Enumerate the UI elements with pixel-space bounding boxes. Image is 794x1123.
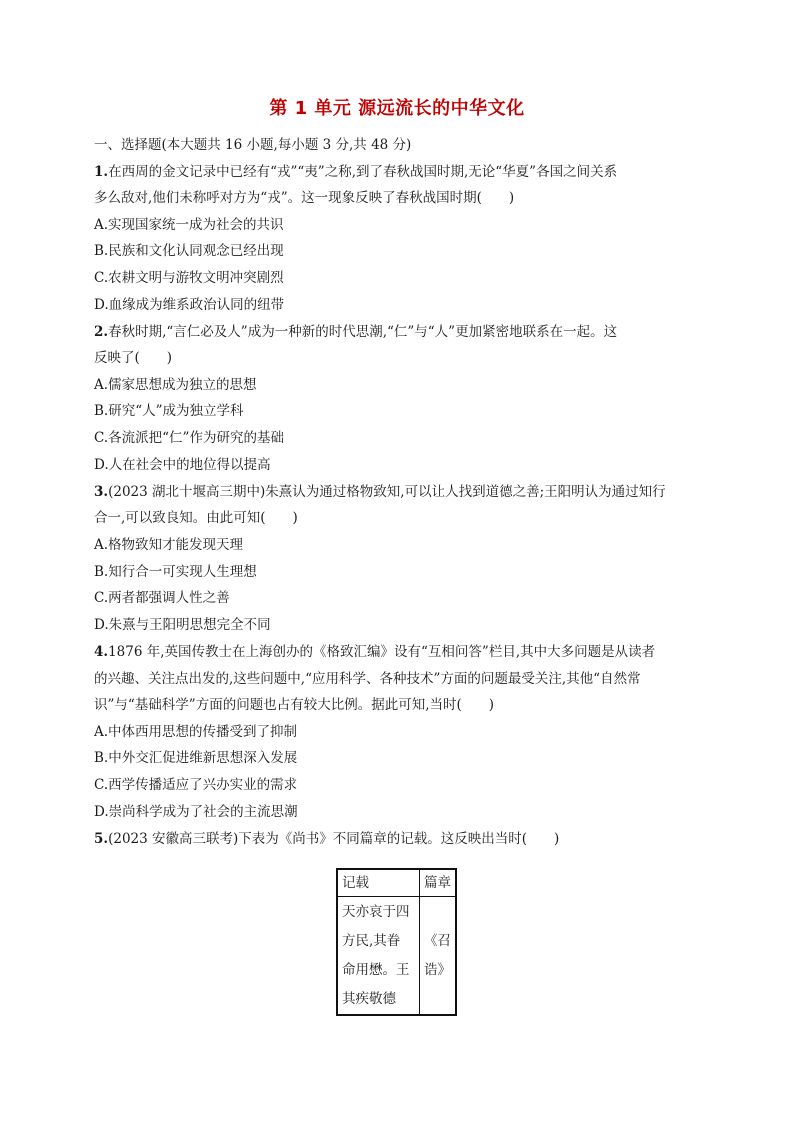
table-header-row bbox=[337, 869, 456, 897]
question-stem-line: 4.1876 年,英国传教士在上海创办的《格致汇编》设有“互相问答”栏目,其中大多问题是从读者 bbox=[94, 644, 656, 661]
option-b[interactable]: B.中外交汇促进维新思想深入发展 bbox=[94, 750, 298, 767]
records-table bbox=[336, 868, 457, 1016]
option-d[interactable]: D.崇尚科学成为了社会的主流思潮 bbox=[94, 803, 298, 820]
option-d[interactable]: D.朱熹与王阳明思想完全不同 bbox=[94, 617, 271, 634]
table-row bbox=[337, 897, 456, 1016]
question-3 bbox=[94, 479, 698, 639]
option-b[interactable]: B.民族和文化认同观念已经出现 bbox=[94, 243, 284, 260]
option-b[interactable]: B.知行合一可实现人生理想 bbox=[94, 563, 257, 580]
option-d[interactable]: D.血缘成为维系政治认同的纽带 bbox=[94, 296, 285, 313]
option-a[interactable]: A.儒家思想成为独立的思想 bbox=[94, 376, 257, 393]
question-number: 4. bbox=[94, 644, 109, 661]
question-number: 2. bbox=[94, 323, 109, 340]
option-c[interactable]: C.西学传播适应了兴办实业的需求 bbox=[94, 777, 298, 794]
option-c[interactable]: C.两者都强调人性之善 bbox=[94, 590, 230, 607]
question-5 bbox=[94, 826, 698, 853]
table-header-cell: 篇章 bbox=[420, 869, 457, 897]
record-cell: 天亦哀于四 方民,其眷 命用懋。王 其疾敬德 bbox=[337, 897, 420, 1016]
option-a[interactable]: A.格物致知才能发现天理 bbox=[94, 536, 244, 553]
chapter-cell: 《召 诰》 bbox=[420, 897, 457, 1016]
option-a[interactable]: A.中体西用思想的传播受到了抑制 bbox=[94, 723, 298, 740]
question-stem-line: 2.春秋时期,“言仁必及人”成为一种新的时代思潮,“仁”与“人”更加紧密地联系在一起。这 bbox=[94, 323, 618, 340]
option-d[interactable]: D.人在社会中的地位得以提高 bbox=[94, 457, 271, 474]
question-stem-line: 多么敌对,他们未称呼对方为“戎”。这一现象反映了春秋战国时期( ) bbox=[94, 190, 515, 206]
option-c[interactable]: C.农耕文明与游牧文明冲突剧烈 bbox=[94, 270, 284, 287]
question-2 bbox=[94, 319, 698, 479]
question-list bbox=[94, 132, 698, 852]
question-number: 1. bbox=[94, 163, 109, 180]
question-stem-line: 的兴趣、关注点出发的,这些问题中,“应用科学、各种技术”方面的问题最受关注,其他“自然常 bbox=[94, 670, 641, 687]
question-number: 5. bbox=[94, 830, 109, 847]
page-title: 第 1 单元 源远流长的中华文化 bbox=[269, 98, 525, 119]
section-header: 一、选择题(本大题共 16 小题,每小题 3 分,共 48 分) bbox=[94, 137, 412, 153]
option-c[interactable]: C.各流派把“仁”作为研究的基础 bbox=[94, 430, 284, 447]
table-header-cell: 记载 bbox=[337, 869, 420, 897]
question-1 bbox=[94, 159, 698, 319]
question-stem-line: 5.(2023 安徽高三联考)下表为《尚书》不同篇章的记载。这反映出当时( ) bbox=[94, 830, 560, 847]
question-number: 3. bbox=[94, 483, 109, 500]
option-b[interactable]: B.研究“人”成为独立学科 bbox=[94, 403, 244, 420]
question-stem-line: 1.在西周的金文记录中已经有“戎”“夷”之称,到了春秋战国时期,无论“华夏”各国之间关系 bbox=[94, 163, 618, 180]
question-stem-line: 合一,可以致良知。由此可知( ) bbox=[94, 510, 298, 527]
question-4 bbox=[94, 639, 698, 826]
question-stem-line: 反映了( ) bbox=[94, 350, 173, 367]
question-stem-line: 3.(2023 湖北十堰高三期中)朱熹认为通过格物致知,可以让人找到道德之善;王阳明认为通过知行 bbox=[94, 483, 666, 500]
question-stem-line: 识”与“基础科学”方面的问题也占有较大比例。据此可知,当时( ) bbox=[94, 697, 495, 714]
option-a[interactable]: A.实现国家统一成为社会的共识 bbox=[94, 216, 284, 233]
